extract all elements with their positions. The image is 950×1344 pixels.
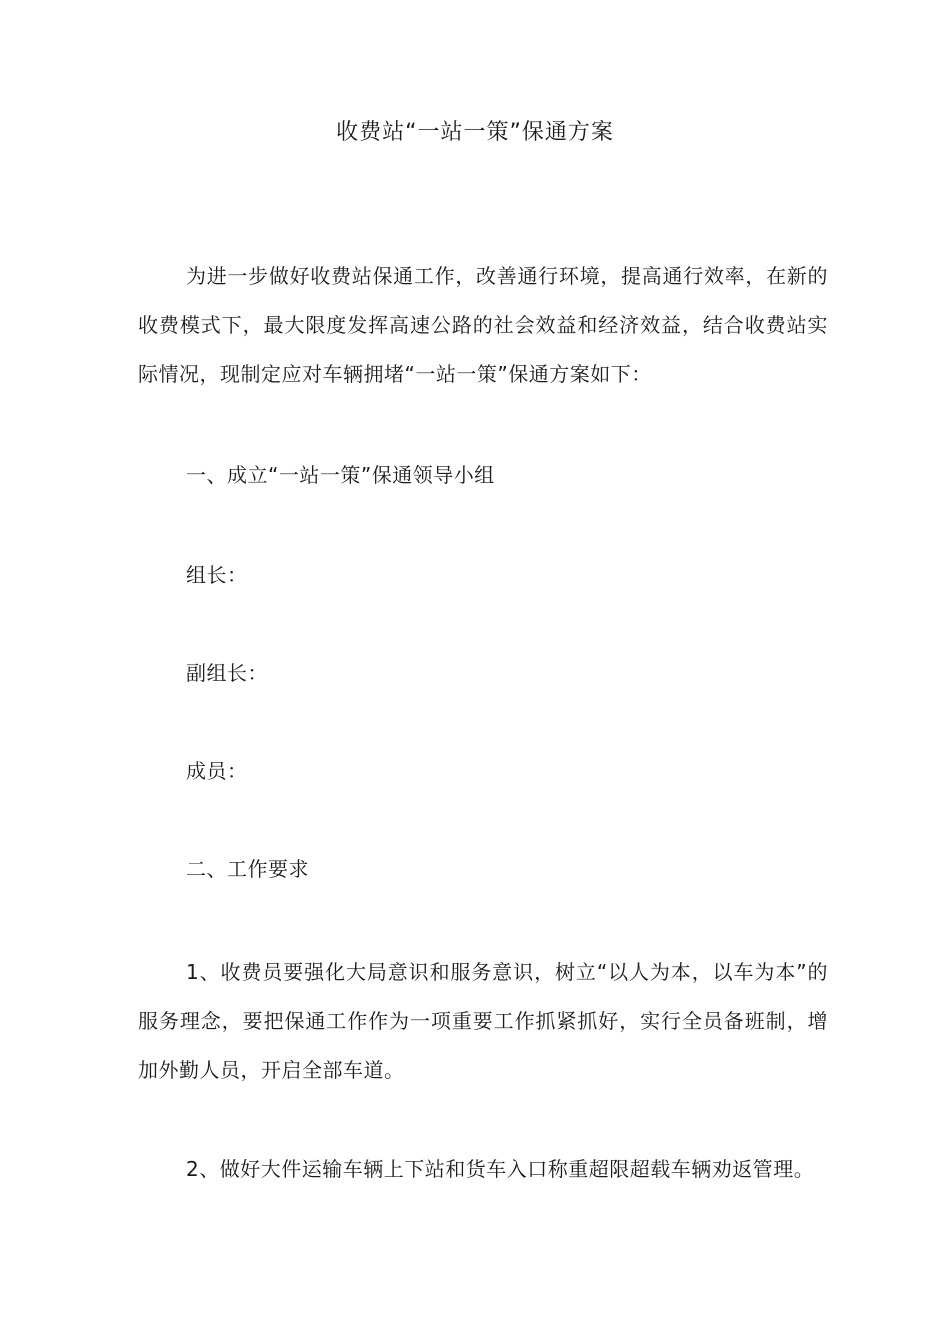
document-title: 收费站“一站一策”保通方案 xyxy=(336,120,614,145)
requirement-1-paragraph: 1、收费员要强化大局意识和服务意识，树立“以人为本，以车为本”的服务理念，要把保通工作作为一项重要工作抓紧抓好，实行全员备班制，增加外勤人员，开启全部车道。 xyxy=(138,960,828,1082)
section-1-heading: 一、成立“一站一策”保通领导小组 xyxy=(186,463,495,487)
members-label: 成员： xyxy=(186,759,248,783)
intro-paragraph: 为进一步做好收费站保通工作，改善通行环境，提高通行效率，在新的收费模式下，最大限度发挥高速公路的社会效益和经济效益，结合收费站实际情况，现制定应对车辆拥堵“一站一策”保通方案如下： xyxy=(138,264,828,386)
leader-label: 组长： xyxy=(186,563,248,587)
section-2-heading: 二、工作要求 xyxy=(186,857,309,881)
deputy-leader-label: 副组长： xyxy=(186,661,268,685)
requirement-2-paragraph: 2、做好大件运输车辆上下站和货车入口称重超限超载车辆劝返管理。 xyxy=(186,1157,815,1181)
